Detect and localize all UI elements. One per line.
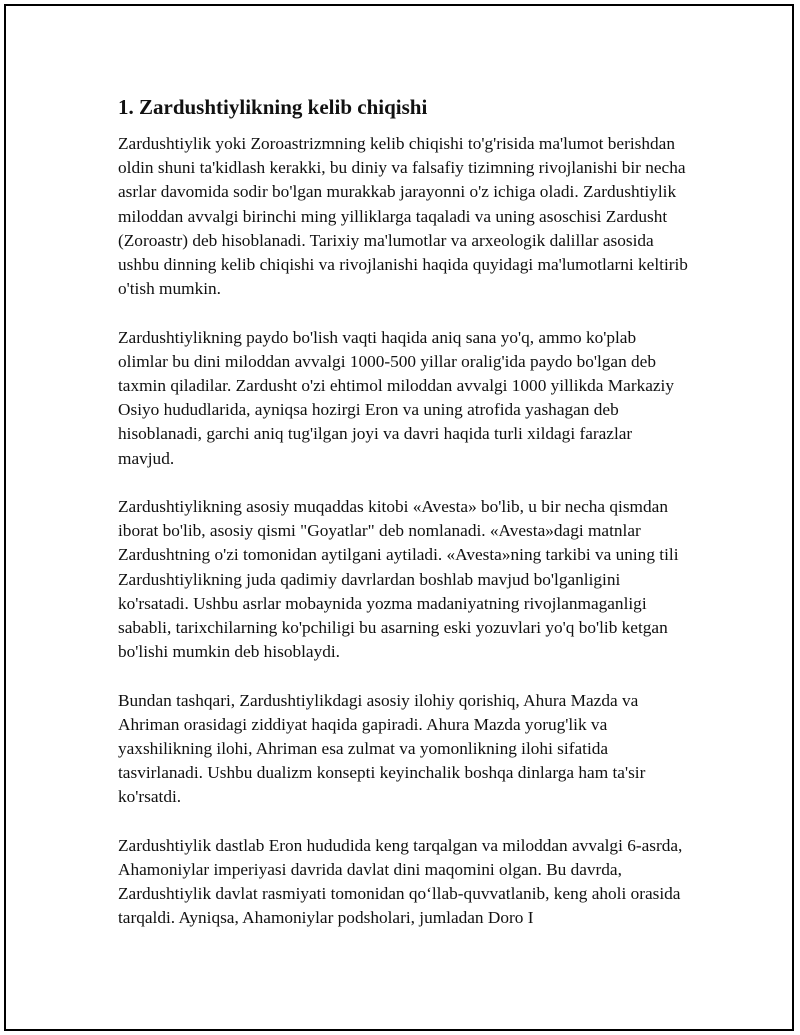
paragraph-4: Bundan tashqari, Zardushtiylikdagi asosiy ilohiy qorishiq, Ahura Mazda va Ahriman orasidagi ziddiyat haqida gapiradi. Ahura Mazda yorug'lik va yaxshilikning ilohi, Ahriman esa zulmat va yomonlikning ilohi sifatida tasvirlanadi. Ushbu dualizm konsepti keyinchalik boshqa dinlarga ham ta'sir ko'rsatdi.: [118, 690, 646, 807]
paragraph-3: Zardushtiylikning asosiy muqaddas kitobi «Avesta» bo'lib, u bir necha qismdan iborat bo'lib, asosiy qismi "Goyatlar" deb nomlanadi. «Avesta»dagi matnlar Zardushtning o'zi tomonidan aytilgani aytiladi. «Avesta»ning tarkibi va uning tili Zardushtiylikning juda qadimiy davrlardan boshlab mavjud bo'lganligini ko'rsatadi. Ushbu asrlar mobaynida yozma madaniyatning rivojlanmaganligi sababli, tarixchilarning ko'pchiligi bu asarning eski yozuvlari yo'q bo'lib ketgan bo'lishi mumkin deb hisoblaydi.: [118, 497, 679, 662]
document-body: [118, 94, 690, 955]
paragraph-1: Zardushtiylik yoki Zoroastrizmning kelib chiqishi to'g'risida ma'lumot berishdan oldin shuni ta'kidlash kerakki, bu diniy va falsafiy tizimning rivojlanishi bir necha asrlar davomida sodir bo'lgan murakkab jarayonni o'z ichiga oladi. Zardushtiylik miloddan avvalgi birinchi ming yilliklarga taqaladi va uning asoschisi Zardusht (Zoroastr) deb hisoblanadi. Tarixiy ma'lumotlar va arxeologik dalillar asosida ushbu dinning kelib chiqishi va rivojlanishi haqida quyidagi ma'lumotlarni keltirib o'tish mumkin.: [118, 134, 688, 299]
paragraph-5: Zardushtiylik dastlab Eron hududida keng tarqalgan va miloddan avvalgi 6-asrda, Ahamoniylar imperiyasi davrida davlat dini maqomini olgan. Bu davrda, Zardushtiylik davlat rasmiyati tomonidan qo‘llab-quvvatlanib, keng aholi orasida tarqaldi. Ayniqsa, Ahamoniylar podsholari, jumladan Doro I: [118, 835, 683, 928]
section-heading: 1. Zardushtiylikning kelib chiqishi: [118, 95, 428, 119]
paragraph-2: Zardushtiylikning paydo bo'lish vaqti haqida aniq sana yo'q, ammo ko'plab olimlar bu dini miloddan avvalgi 1000-500 yillar oralig'ida paydo bo'lgan deb taxmin qiladilar. Zardusht o'zi ehtimol miloddan avvalgi 1000 yillikda Markaziy Osiyo hududlarida, ayniqsa hozirgi Eron va uning atrofida yashagan deb hisoblanadi, garchi aniq tug'ilgan joyi va davri haqida turli xildagi farazlar mavjud.: [118, 327, 674, 468]
